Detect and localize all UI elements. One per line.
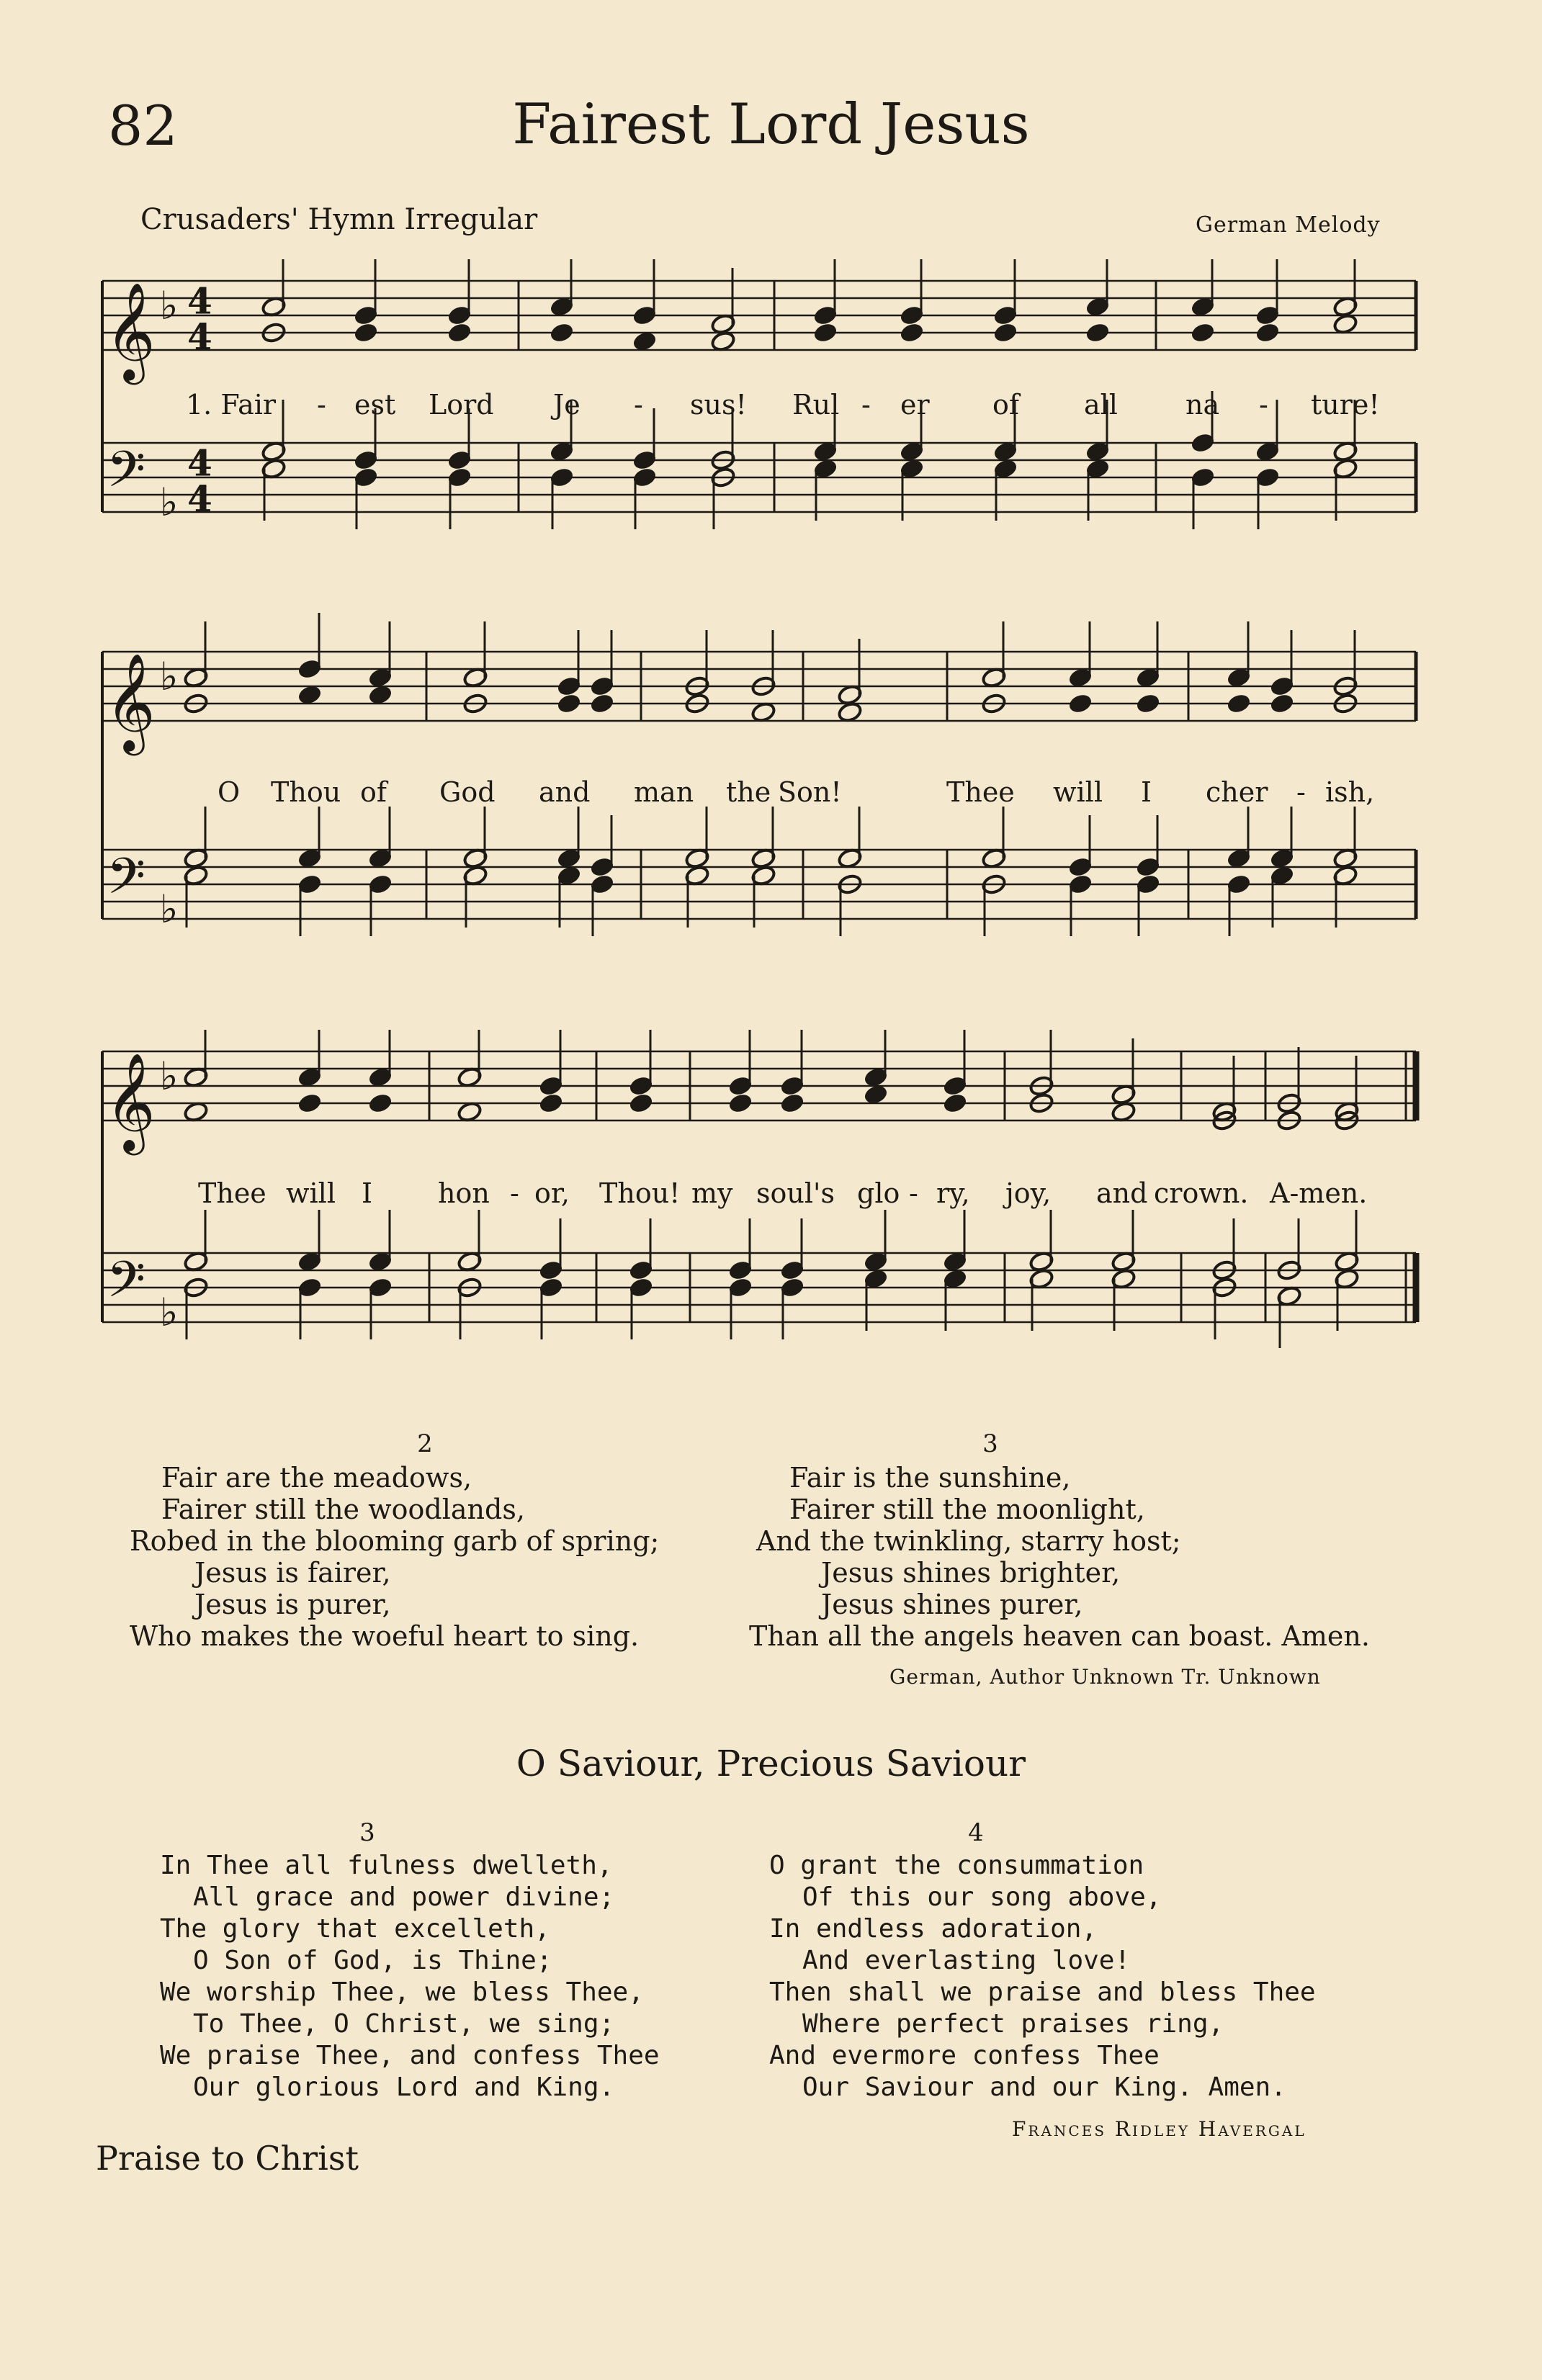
note-head (538, 1092, 564, 1115)
treble-clef: 𝄞 (105, 652, 156, 751)
note-head (556, 693, 582, 715)
lyric-syllable: my (691, 1177, 733, 1209)
hymn-title: Fairest Lord Jesus (512, 92, 1030, 157)
lyric-syllable: joy, (1005, 1177, 1052, 1209)
stanza-line: O Son of God, is Thine; (193, 1946, 552, 1975)
note-head (183, 1101, 209, 1123)
note-head (297, 1092, 323, 1115)
lyric-syllable: glo (857, 1177, 900, 1209)
lyric-syllable: will (286, 1177, 336, 1209)
author-credit: Frances Ridley Havergal (1012, 2117, 1306, 2141)
lyric-syllable: will (1053, 776, 1103, 808)
lyric-syllable: or, (534, 1177, 570, 1209)
note-head (1226, 693, 1252, 715)
hymn-number: 82 (108, 94, 178, 158)
key-signature-flat: ♭ (160, 653, 179, 699)
stanza-line: Where perfect praises ring, (802, 2009, 1224, 2039)
stanza-line: Jesus is purer, (194, 1589, 391, 1620)
lyric-syllable: Lord (429, 389, 494, 421)
note-head (367, 684, 393, 706)
note-head (297, 684, 323, 706)
note-head (1067, 693, 1093, 715)
time-signature: 4 (187, 477, 212, 520)
time-signature: 4 (187, 279, 212, 323)
stanza-line: To Thee, O Christ, we sing; (193, 2009, 615, 2039)
stanza-line: Robed in the blooming garb of spring; (130, 1525, 660, 1557)
stanza-line: All grace and power divine; (193, 1882, 615, 1912)
stanza-line: We praise Thee, and confess Thee (160, 2041, 660, 2070)
tune-name: Crusaders' Hymn Irregular (140, 203, 538, 236)
note-head (1135, 693, 1161, 715)
note-head (353, 322, 379, 344)
lyric-syllable: er (900, 389, 930, 421)
lyric-syllable: - (510, 1177, 519, 1209)
key-signature-flat: ♭ (160, 1289, 179, 1335)
note-head (727, 1092, 753, 1115)
lyric-syllable: I (1141, 776, 1152, 808)
lyric-syllable: the (726, 776, 771, 808)
time-signature: 4 (187, 315, 212, 358)
stanza-line: The glory that excelleth, (160, 1914, 550, 1944)
stanza-line: Our Saviour and our King. Amen. (802, 2073, 1286, 2102)
section-title: O Saviour, Precious Saviour (516, 1743, 1026, 1784)
stanza-line: In endless adoration, (769, 1914, 1098, 1944)
lyric-syllable: cher (1206, 776, 1268, 808)
note-head (837, 701, 863, 724)
lyric-syllable: all (1084, 389, 1118, 421)
lyric-syllable: hon (438, 1177, 490, 1209)
stanza-line: And the twinkling, starry host; (756, 1525, 1181, 1557)
note-head (812, 322, 838, 344)
treble-clef: 𝄞 (105, 281, 156, 380)
lyric-syllable: of (360, 776, 387, 808)
stanza-line: Then shall we praise and bless Thee (769, 1977, 1316, 2007)
bass-clef: 𝄢 (107, 847, 146, 917)
note-head (1190, 322, 1216, 344)
note-head (992, 322, 1018, 344)
lyric-syllable: - (861, 389, 871, 421)
lyric-syllable: Thou! (599, 1177, 681, 1209)
note-head (1269, 693, 1295, 715)
lyric-syllable: God (439, 776, 496, 808)
stanza-line: Fairer still the woodlands, (161, 1494, 525, 1525)
lyric-syllable: Thee (198, 1177, 266, 1209)
note-head (1111, 1101, 1137, 1123)
lyric-syllable: na (1185, 389, 1220, 421)
stanza-line: Fair are the meadows, (161, 1462, 472, 1494)
page-footer: Praise to Christ (96, 2139, 359, 2178)
lyric-syllable: and (539, 776, 591, 808)
lyric-syllable: Son! (778, 776, 842, 808)
tune-source: German Melody (1196, 212, 1381, 238)
lyric-syllable: - (634, 389, 643, 421)
stanza-line: Fairer still the moonlight, (789, 1494, 1145, 1525)
note-head (779, 1092, 805, 1115)
stanza-line: Jesus is fairer, (194, 1557, 391, 1589)
stanza-line: Who makes the woeful heart to sing. (130, 1620, 640, 1652)
lyric-syllable: crown. (1154, 1177, 1249, 1209)
note-head (632, 331, 658, 353)
stanza-line: Our glorious Lord and King. (193, 2073, 615, 2102)
lyric-syllable: ry, (936, 1177, 970, 1209)
stanza-line: Fair is the sunshine, (789, 1462, 1071, 1494)
stanza-line: Jesus shines purer, (821, 1589, 1083, 1620)
lyric-syllable: - (909, 1177, 918, 1209)
note-head (1255, 322, 1281, 344)
lyric-syllable: I (362, 1177, 373, 1209)
stanza-line: And everlasting love! (802, 1946, 1131, 1975)
lyric-syllable: Rul (792, 389, 840, 421)
music-system-3 (0, 1030, 1542, 1390)
lyric-syllable: - (1259, 389, 1268, 421)
note-head (710, 331, 736, 353)
note-head (457, 1101, 483, 1123)
note-head (1085, 322, 1111, 344)
stanza-line: We worship Thee, we bless Thee, (160, 1977, 644, 2007)
note-head (942, 1092, 968, 1115)
lyric-syllable: ish, (1325, 776, 1375, 808)
lyric-syllable: est (354, 389, 396, 421)
time-signature: 4 (187, 441, 212, 485)
stanza-number: 2 (417, 1429, 433, 1458)
key-signature-flat: ♭ (160, 282, 179, 328)
note-head (367, 1092, 393, 1115)
note-head (899, 322, 925, 344)
lyric-syllable: man (634, 776, 694, 808)
note-head (863, 1084, 889, 1106)
lyric-syllable: soul's (756, 1177, 835, 1209)
lyric-syllable: A-men. (1270, 1177, 1368, 1209)
stanza-line: And evermore confess Thee (769, 2041, 1160, 2070)
lyric-syllable: Thou (271, 776, 341, 808)
stanza-line: Of this our song above, (802, 1882, 1162, 1912)
key-signature-flat: ♭ (160, 479, 179, 525)
lyric-syllable: - (317, 389, 326, 421)
lyric-syllable: O (218, 776, 241, 808)
stanza-line: O grant the consummation (769, 1851, 1144, 1880)
key-signature-flat: ♭ (160, 1053, 179, 1099)
note-head (628, 1092, 654, 1115)
stanza-number: 3 (359, 1818, 375, 1847)
key-signature-flat: ♭ (160, 886, 179, 932)
note-head (447, 322, 472, 344)
stanza-number: 4 (968, 1818, 984, 1847)
lyric-syllable: sus! (690, 389, 747, 421)
bass-clef: 𝄢 (107, 440, 146, 511)
lyric-syllable: - (1296, 776, 1306, 808)
treble-clef: 𝄞 (105, 1051, 156, 1151)
stanza-line: Jesus shines brighter, (821, 1557, 1121, 1589)
stanza-number: 3 (982, 1429, 998, 1458)
lyric-syllable: of (992, 389, 1019, 421)
author-credit: German, Author Unknown Tr. Unknown (889, 1665, 1321, 1689)
lyric-syllable: Thee (946, 776, 1015, 808)
lyric-syllable: and (1096, 1177, 1148, 1209)
note-head (1332, 313, 1358, 336)
note-head (750, 701, 776, 724)
stanza-line: In Thee all fulness dwelleth, (160, 1851, 613, 1880)
stanza-line: Than all the angels heaven can boast. Amen. (749, 1620, 1370, 1652)
lyric-syllable: 1. Fair (186, 389, 277, 421)
lyric-syllable: Je (553, 389, 581, 421)
bass-clef: 𝄢 (107, 1250, 146, 1321)
note-head (589, 693, 615, 715)
note-head (549, 322, 575, 344)
lyric-syllable: ture! (1311, 389, 1380, 421)
